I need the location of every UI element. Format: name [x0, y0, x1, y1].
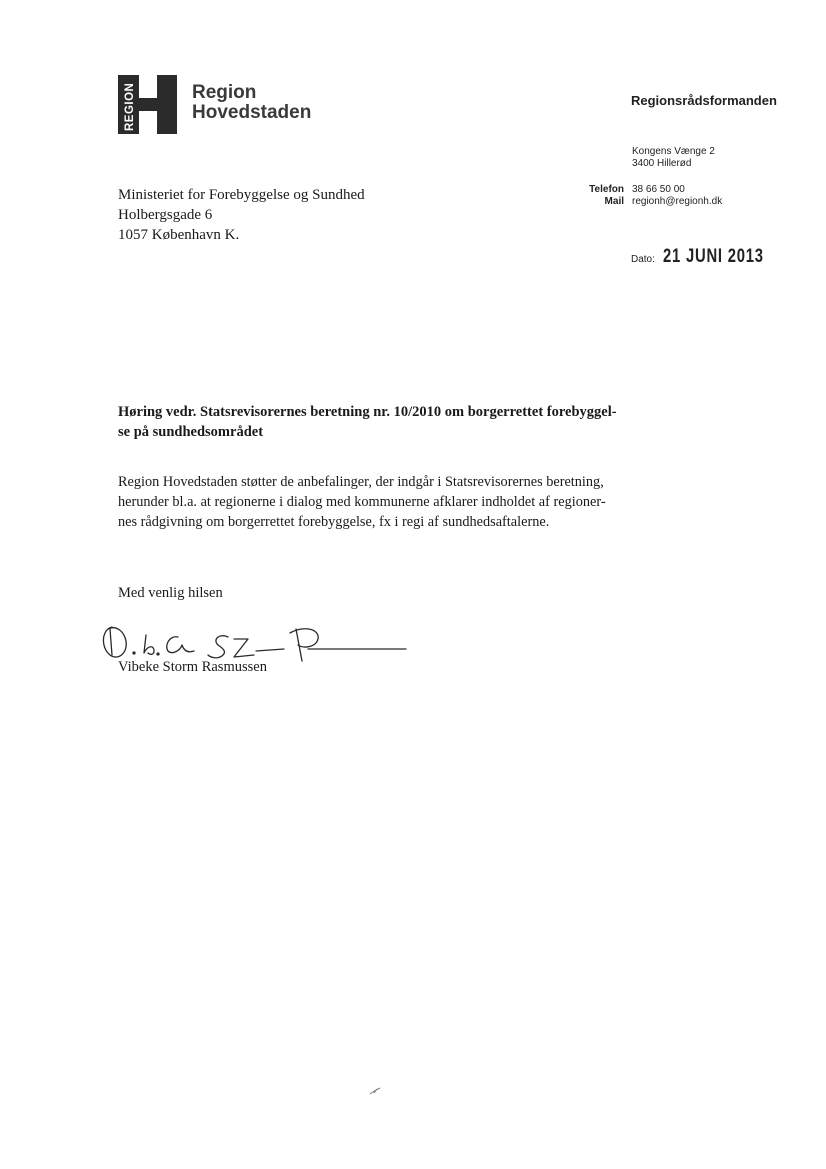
body-paragraph — [118, 472, 628, 532]
subject-heading — [118, 402, 638, 442]
sender-street: Kongens Vænge 2 — [632, 146, 715, 157]
sender-city: 3400 Hillerød — [632, 158, 692, 169]
recipient-line1: Ministeriet for Forebyggelse og Sundhed — [118, 187, 365, 203]
body-line3: nes rådgivning om borgerrettet forebyggelse, fx i regi af sundhedsaftalerne. — [118, 514, 550, 530]
mail-label: Mail — [604, 196, 624, 207]
subject-line2: se på sundhedsområdet — [118, 424, 264, 440]
body-line1: Region Hovedstaden støtter de anbefalinger, der indgår i Statsrevisorernes beretning, — [118, 474, 604, 490]
closing-greeting: Med venlig hilsen — [118, 585, 223, 601]
contact-block — [560, 184, 722, 208]
region-logo-mark — [118, 75, 177, 134]
contact-mail-row — [560, 196, 722, 208]
recipient-line3: 1057 København K. — [118, 227, 240, 243]
recipient-address — [118, 185, 365, 245]
date-stamp: 21 JUNI 2013 — [662, 246, 764, 267]
date-label: Dato: — [631, 254, 655, 265]
logo-vertical-text: REGION — [124, 82, 136, 131]
signer-name: Vibeke Storm Rasmussen — [118, 659, 267, 675]
phone-label: Telefon — [589, 184, 624, 195]
subject-line1: Høring vedr. Statsrevisorernes beretning nr. 10/2010 om borgerrettet forebyggel- — [118, 404, 617, 420]
phone-value: 38 66 50 00 — [632, 184, 685, 195]
logo-name-line1: Region — [192, 82, 257, 103]
sender-address — [632, 146, 715, 170]
mail-value: regionh@regionh.dk — [632, 196, 723, 207]
stray-pen-mark — [368, 1086, 382, 1096]
logo-wordmark — [192, 83, 311, 123]
date-row — [631, 246, 792, 268]
body-line2: herunder bl.a. at regionerne i dialog med kommunerne afklarer indholdet af regioner- — [118, 494, 606, 510]
recipient-line2: Holbergsgade 6 — [118, 207, 213, 223]
office-title: Regionsrådsformanden — [631, 93, 777, 108]
contact-phone-row — [560, 184, 722, 196]
logo-name-line2: Hovedstaden — [192, 102, 312, 123]
